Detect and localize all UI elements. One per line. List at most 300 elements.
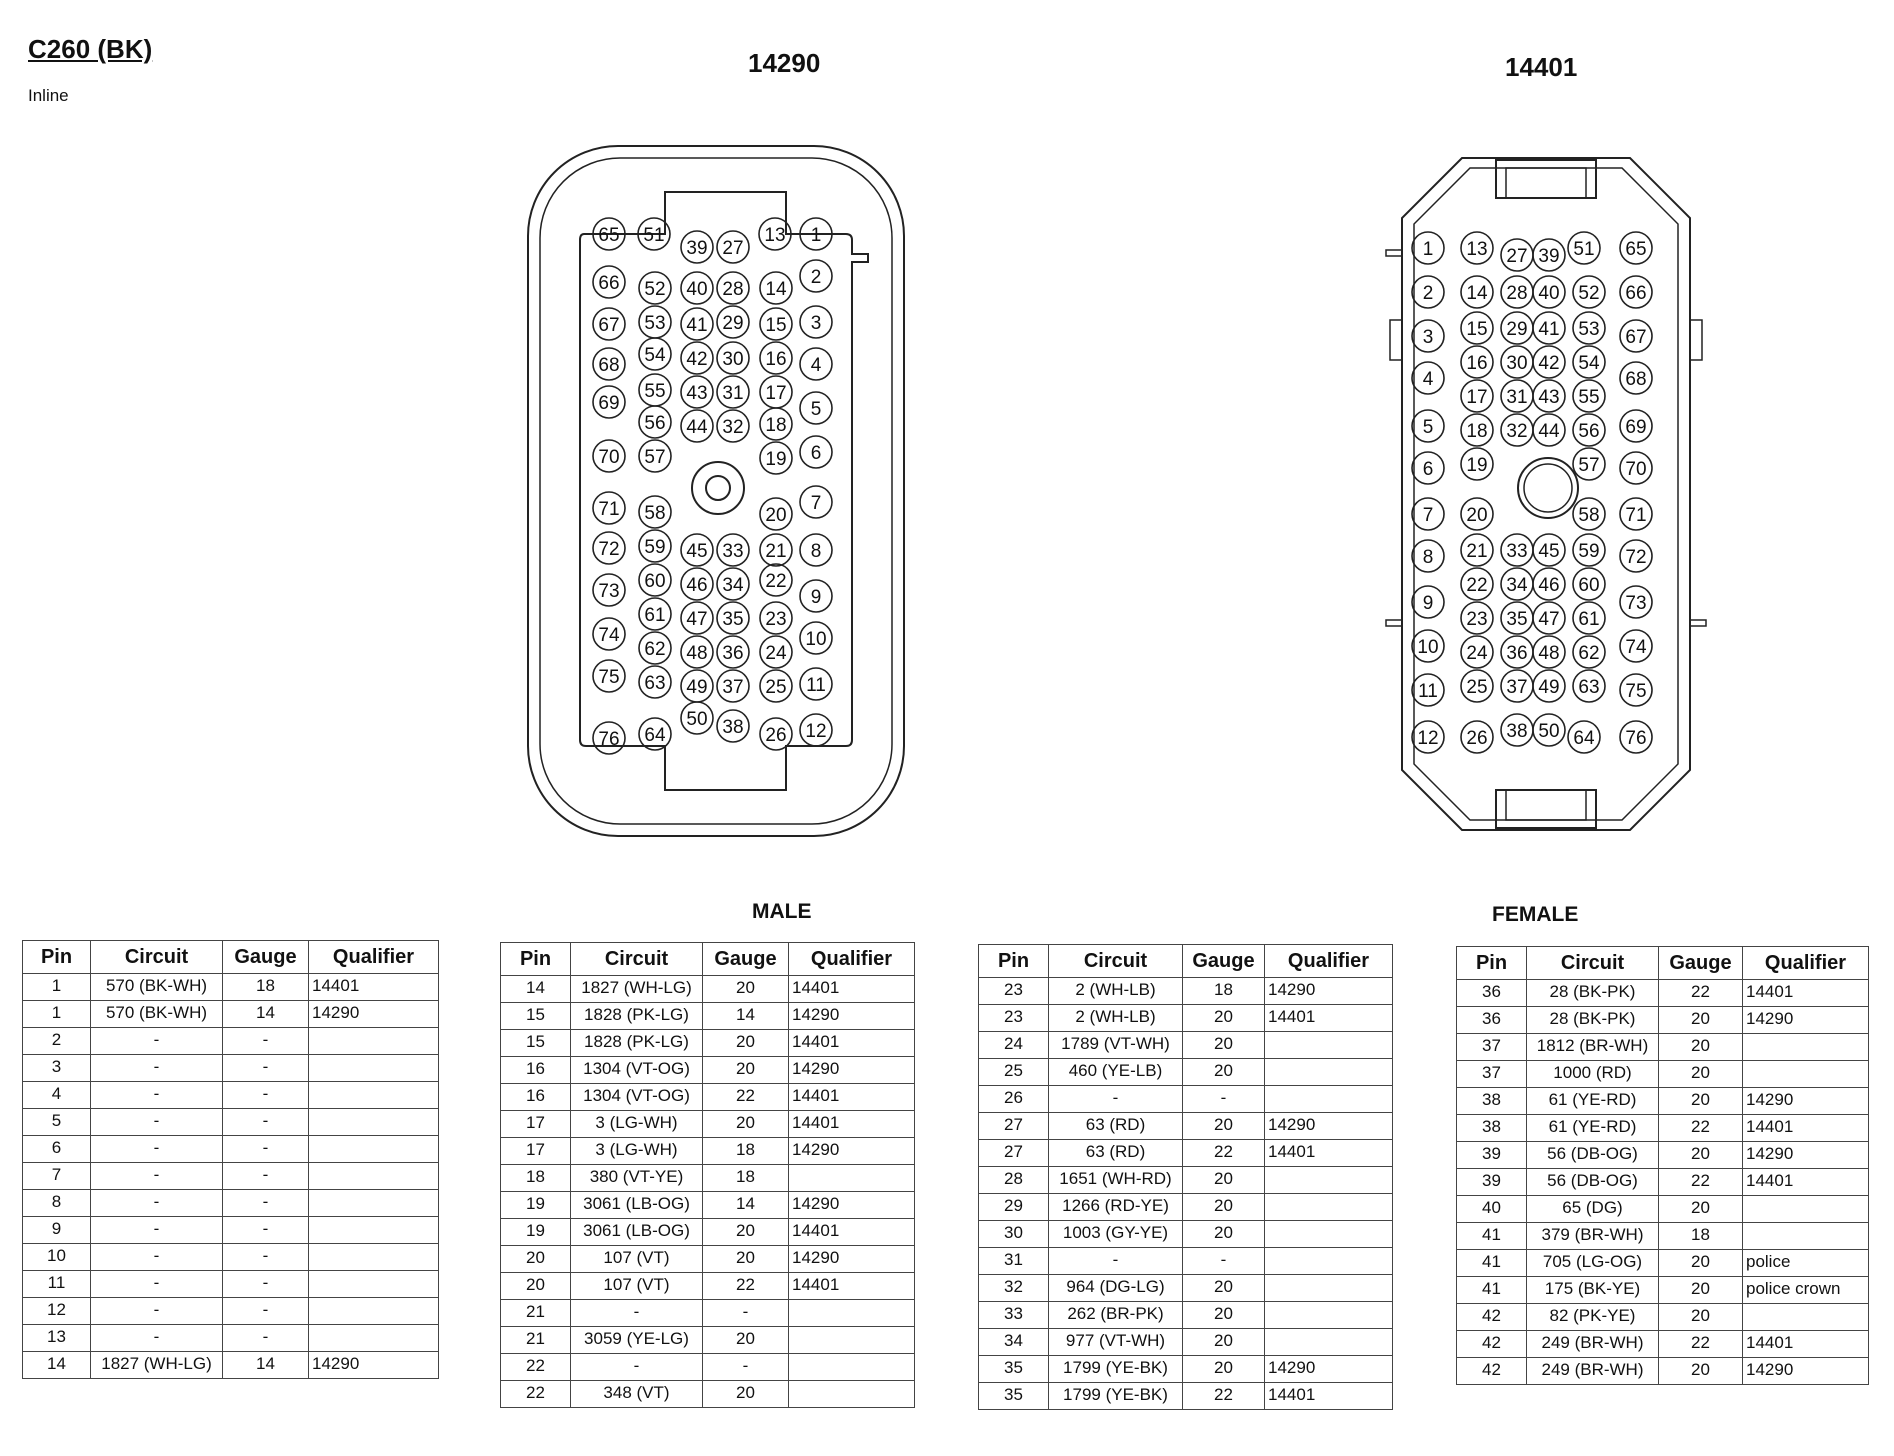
pin-number: 35 (1506, 609, 1528, 630)
qualifier-cell: 14401 (1265, 1140, 1393, 1167)
table-row (23, 1001, 439, 1028)
pin-cell: 8 (23, 1190, 91, 1217)
pin-cell: 34 (979, 1329, 1049, 1356)
pin-number: 75 (1625, 681, 1647, 702)
qualifier-cell (789, 1300, 915, 1327)
gauge-cell: 20 (703, 1381, 789, 1408)
pin-number: 21 (765, 541, 787, 562)
qualifier-cell (309, 1271, 439, 1298)
pin-number: 40 (686, 279, 708, 300)
pin-number: 67 (598, 315, 620, 336)
qualifier-cell (1265, 1221, 1393, 1248)
gauge-cell: 20 (1659, 1277, 1743, 1304)
qualifier-cell: 14290 (309, 1001, 439, 1028)
gauge-cell: 14 (223, 1001, 309, 1028)
pin-cell: 6 (23, 1136, 91, 1163)
gauge-cell: - (223, 1190, 309, 1217)
circuit-cell: 175 (BK-YE) (1527, 1277, 1659, 1304)
circuit-cell: 1828 (PK-LG) (571, 1003, 703, 1030)
table-row (1457, 1061, 1869, 1088)
pin-number: 21 (1466, 541, 1488, 562)
pin-cell: 33 (979, 1302, 1049, 1329)
table-row (979, 1221, 1393, 1248)
pin-number: 1 (810, 225, 822, 246)
pin-number: 15 (1466, 319, 1488, 340)
qualifier-cell (309, 1163, 439, 1190)
pin-cell: 35 (979, 1356, 1049, 1383)
pin-number: 16 (1466, 353, 1488, 374)
table-row (501, 1057, 915, 1084)
pin-number: 68 (1625, 369, 1647, 390)
pin-cell: 28 (979, 1167, 1049, 1194)
pin-number: 15 (765, 315, 787, 336)
gauge-cell: 20 (703, 1246, 789, 1273)
gauge-cell: - (223, 1109, 309, 1136)
qualifier-cell: 14290 (1743, 1142, 1869, 1169)
pin-cell: 41 (1457, 1250, 1527, 1277)
qualifier-cell: 14290 (789, 1003, 915, 1030)
table-row (501, 1300, 915, 1327)
qualifier-cell: police crown (1743, 1277, 1869, 1304)
table-row (1457, 1277, 1869, 1304)
circuit-cell: - (91, 1136, 223, 1163)
pin-cell: 19 (501, 1219, 571, 1246)
pin-number: 41 (1538, 319, 1560, 340)
circuit-cell: 1789 (VT-WH) (1049, 1032, 1183, 1059)
pin-number: 20 (765, 505, 787, 526)
circuit-cell: - (91, 1271, 223, 1298)
qualifier-cell: 14290 (789, 1192, 915, 1219)
circuit-cell: 379 (BR-WH) (1527, 1223, 1659, 1250)
qualifier-cell: 14290 (1743, 1007, 1869, 1034)
table-row (1457, 1169, 1869, 1196)
pin-cell: 5 (23, 1109, 91, 1136)
circuit-cell: - (91, 1244, 223, 1271)
pin-cell: 23 (979, 1005, 1049, 1032)
qualifier-cell: 14290 (1265, 978, 1393, 1005)
pin-number: 14 (1466, 283, 1488, 304)
qualifier-cell: 14401 (789, 1219, 915, 1246)
pin-cell: 25 (979, 1059, 1049, 1086)
pin-number: 55 (644, 381, 666, 402)
qualifier-cell (1265, 1059, 1393, 1086)
pin-cell: 12 (23, 1298, 91, 1325)
pin-number: 71 (1625, 505, 1647, 526)
header-qualifier: Qualifier (1743, 947, 1869, 980)
pin-number: 56 (644, 413, 666, 434)
qualifier-cell (1743, 1061, 1869, 1088)
pin-number: 29 (1506, 319, 1528, 340)
table-row (979, 1032, 1393, 1059)
gauge-cell: 14 (223, 1352, 309, 1379)
pin-number: 27 (1506, 246, 1528, 267)
pin-number: 47 (686, 609, 708, 630)
gauge-cell: 20 (1183, 1329, 1265, 1356)
circuit-cell: 28 (BK-PK) (1527, 1007, 1659, 1034)
qualifier-cell (1265, 1329, 1393, 1356)
qualifier-cell: 14401 (1743, 1169, 1869, 1196)
pin-number: 33 (722, 541, 744, 562)
gauge-cell: 22 (1183, 1140, 1265, 1167)
table-row (23, 1244, 439, 1271)
pin-number: 18 (1466, 421, 1488, 442)
pin-cell: 14 (23, 1352, 91, 1379)
table-row (979, 1005, 1393, 1032)
pin-cell: 13 (23, 1325, 91, 1352)
qualifier-cell: 14290 (309, 1352, 439, 1379)
gauge-cell: 22 (703, 1084, 789, 1111)
pin-number: 6 (810, 443, 822, 464)
circuit-cell: 348 (VT) (571, 1381, 703, 1408)
circuit-cell: 1266 (RD-YE) (1049, 1194, 1183, 1221)
gauge-cell: 22 (1659, 1115, 1743, 1142)
pin-cell: 15 (501, 1003, 571, 1030)
table-row (23, 1352, 439, 1379)
pin-number: 59 (1578, 541, 1600, 562)
gauge-cell: - (1183, 1086, 1265, 1113)
table-row (1457, 1115, 1869, 1142)
qualifier-cell (1265, 1194, 1393, 1221)
qualifier-cell: 14401 (1743, 980, 1869, 1007)
header-pin: Pin (1457, 947, 1527, 980)
pin-cell: 32 (979, 1275, 1049, 1302)
pin-cell: 27 (979, 1113, 1049, 1140)
pin-number: 72 (598, 539, 620, 560)
pin-number: 46 (686, 575, 708, 596)
circuit-cell: 249 (BR-WH) (1527, 1331, 1659, 1358)
pin-number: 51 (643, 225, 665, 246)
pin-number: 36 (722, 643, 744, 664)
pin-cell: 35 (979, 1383, 1049, 1410)
circuit-cell: 61 (YE-RD) (1527, 1088, 1659, 1115)
gauge-cell: 18 (703, 1138, 789, 1165)
qualifier-cell (309, 1244, 439, 1271)
qualifier-cell: 14401 (1265, 1005, 1393, 1032)
qualifier-cell (1265, 1275, 1393, 1302)
pin-number: 41 (686, 315, 708, 336)
qualifier-cell: police (1743, 1250, 1869, 1277)
pin-number: 51 (1573, 239, 1595, 260)
pin-number: 61 (1578, 609, 1600, 630)
pin-number: 45 (1538, 541, 1560, 562)
pin-number: 69 (598, 393, 620, 414)
table-row (23, 1136, 439, 1163)
pin-cell: 40 (1457, 1196, 1527, 1223)
pin-cell: 10 (23, 1244, 91, 1271)
pin-number: 32 (722, 417, 744, 438)
pin-number: 42 (686, 349, 708, 370)
pin-cell: 18 (501, 1165, 571, 1192)
table-row (501, 1327, 915, 1354)
qualifier-cell: 14290 (1265, 1113, 1393, 1140)
pin-number: 46 (1538, 575, 1560, 596)
table-row (979, 1383, 1393, 1410)
pin-number: 14 (765, 279, 787, 300)
pin-number: 47 (1538, 609, 1560, 630)
pin-number: 73 (1625, 593, 1647, 614)
table-row (501, 1192, 915, 1219)
pin-number: 38 (1506, 721, 1528, 742)
female-label: FEMALE (1492, 903, 1579, 926)
gauge-cell: - (223, 1271, 309, 1298)
pin-number: 30 (722, 349, 744, 370)
circuit-cell: 63 (RD) (1049, 1113, 1183, 1140)
gauge-cell: 20 (1659, 1088, 1743, 1115)
pin-number: 37 (722, 677, 744, 698)
pin-table-2 (500, 942, 915, 1408)
pin-cell: 42 (1457, 1358, 1527, 1385)
gauge-cell: 14 (703, 1192, 789, 1219)
pin-number: 25 (765, 677, 787, 698)
gauge-cell: 20 (1659, 1196, 1743, 1223)
pin-number: 8 (1422, 547, 1434, 568)
connector-id: C260 (BK) (28, 34, 153, 64)
gauge-cell: 20 (1183, 1059, 1265, 1086)
gauge-cell: 20 (1659, 1250, 1743, 1277)
pin-cell: 1 (23, 1001, 91, 1028)
gauge-cell: - (223, 1055, 309, 1082)
pin-number: 65 (1625, 239, 1647, 260)
table-row (979, 978, 1393, 1005)
gauge-cell: 18 (1659, 1223, 1743, 1250)
circuit-cell: 56 (DB-OG) (1527, 1169, 1659, 1196)
circuit-cell: 262 (BR-PK) (1049, 1302, 1183, 1329)
circuit-cell: 3061 (LB-OG) (571, 1192, 703, 1219)
table-row (1457, 1223, 1869, 1250)
pin-number: 28 (1506, 283, 1528, 304)
gauge-cell: 22 (1659, 980, 1743, 1007)
pin-number: 62 (1578, 643, 1600, 664)
header-gauge: Gauge (703, 943, 789, 976)
qualifier-cell: 14401 (1743, 1115, 1869, 1142)
pin-cell: 22 (501, 1354, 571, 1381)
pin-number: 24 (1466, 643, 1488, 664)
pin-number: 75 (598, 667, 620, 688)
pin-number: 59 (644, 537, 666, 558)
qualifier-cell (1743, 1196, 1869, 1223)
gauge-cell: 20 (703, 976, 789, 1003)
circuit-cell: 3061 (LB-OG) (571, 1219, 703, 1246)
table-row (1457, 1358, 1869, 1385)
pin-number: 39 (1538, 246, 1560, 267)
pin-number: 9 (1422, 593, 1434, 614)
table-row (979, 1167, 1393, 1194)
pin-number: 19 (1466, 455, 1488, 476)
pin-number: 61 (644, 605, 666, 626)
pin-number: 22 (1466, 575, 1488, 596)
table-row (979, 1248, 1393, 1275)
pin-cell: 2 (23, 1028, 91, 1055)
pin-cell: 36 (1457, 980, 1527, 1007)
header-circuit: Circuit (91, 941, 223, 974)
pin-number: 19 (765, 449, 787, 470)
pin-cell: 1 (23, 974, 91, 1001)
pin-number: 42 (1538, 353, 1560, 374)
header-pin: Pin (501, 943, 571, 976)
circuit-cell: - (1049, 1086, 1183, 1113)
qualifier-cell (1265, 1167, 1393, 1194)
pin-number: 54 (1578, 353, 1600, 374)
qualifier-cell: 14401 (1265, 1383, 1393, 1410)
gauge-cell: 20 (1183, 1302, 1265, 1329)
pin-number: 31 (1506, 387, 1528, 408)
table-row (1457, 1088, 1869, 1115)
pin-cell: 41 (1457, 1277, 1527, 1304)
pin-number: 33 (1506, 541, 1528, 562)
pin-number: 2 (1422, 283, 1434, 304)
gauge-cell: 20 (703, 1327, 789, 1354)
gauge-cell: 20 (703, 1111, 789, 1138)
circuit-cell: 380 (VT-YE) (571, 1165, 703, 1192)
pin-number: 29 (722, 313, 744, 334)
pin-number: 16 (765, 349, 787, 370)
table-row (979, 1194, 1393, 1221)
circuit-cell: 1651 (WH-RD) (1049, 1167, 1183, 1194)
table-row (501, 1165, 915, 1192)
circuit-cell: - (1049, 1248, 1183, 1275)
pin-number: 62 (644, 639, 666, 660)
pin-cell: 37 (1457, 1061, 1527, 1088)
pin-number: 10 (1417, 637, 1439, 658)
qualifier-cell: 14290 (1743, 1358, 1869, 1385)
pin-number: 44 (1538, 421, 1560, 442)
pin-number: 58 (644, 503, 666, 524)
pin-number: 66 (1625, 283, 1647, 304)
pin-number: 17 (1466, 387, 1488, 408)
table-row (23, 1163, 439, 1190)
qualifier-cell (309, 1190, 439, 1217)
pin-number: 36 (1506, 643, 1528, 664)
pin-number: 63 (644, 673, 666, 694)
gauge-cell: 20 (1183, 1356, 1265, 1383)
pin-number: 69 (1625, 417, 1647, 438)
circuit-cell: 107 (VT) (571, 1273, 703, 1300)
pin-table-1 (22, 940, 439, 1379)
circuit-cell: 570 (BK-WH) (91, 1001, 223, 1028)
circuit-cell: - (91, 1217, 223, 1244)
pin-number: 76 (598, 729, 620, 750)
pin-cell: 41 (1457, 1223, 1527, 1250)
pin-number: 7 (1422, 505, 1434, 526)
gauge-cell: 20 (1659, 1007, 1743, 1034)
table-row (501, 1273, 915, 1300)
pin-number: 26 (1466, 728, 1488, 749)
circuit-cell: 1000 (RD) (1527, 1061, 1659, 1088)
circuit-cell: 56 (DB-OG) (1527, 1142, 1659, 1169)
pin-number: 3 (810, 313, 822, 334)
circuit-cell: 705 (LG-OG) (1527, 1250, 1659, 1277)
male-connector-body (528, 146, 904, 836)
pin-number: 44 (686, 417, 708, 438)
pin-number: 74 (598, 625, 620, 646)
pin-number: 34 (1506, 575, 1528, 596)
pin-number: 27 (722, 238, 744, 259)
circuit-cell: 1003 (GY-YE) (1049, 1221, 1183, 1248)
header-circuit: Circuit (1527, 947, 1659, 980)
table-row (23, 1217, 439, 1244)
gauge-cell: 20 (1183, 1194, 1265, 1221)
table-row (1457, 1331, 1869, 1358)
pin-cell: 20 (501, 1246, 571, 1273)
qualifier-cell: 14290 (789, 1138, 915, 1165)
pin-number: 7 (810, 493, 822, 514)
qualifier-cell: 14290 (1265, 1356, 1393, 1383)
pin-number: 43 (1538, 387, 1560, 408)
circuit-cell: 1827 (WH-LG) (91, 1352, 223, 1379)
table-row (979, 1059, 1393, 1086)
gauge-cell: 20 (1183, 1221, 1265, 1248)
circuit-cell: 570 (BK-WH) (91, 974, 223, 1001)
table-row (23, 1082, 439, 1109)
gauge-cell: 20 (1183, 1275, 1265, 1302)
pin-cell: 38 (1457, 1115, 1527, 1142)
pin-number: 32 (1506, 421, 1528, 442)
table-row (23, 1271, 439, 1298)
gauge-cell: - (1183, 1248, 1265, 1275)
table-row (501, 976, 915, 1003)
pin-cell: 9 (23, 1217, 91, 1244)
table-row (979, 1356, 1393, 1383)
table-row (23, 1055, 439, 1082)
pin-number: 30 (1506, 353, 1528, 374)
gauge-cell: 20 (1659, 1061, 1743, 1088)
table-row (1457, 1196, 1869, 1223)
gauge-cell: 18 (1183, 978, 1265, 1005)
qualifier-cell: 14401 (1743, 1331, 1869, 1358)
qualifier-cell: 14401 (309, 974, 439, 1001)
header-circuit: Circuit (1049, 945, 1183, 978)
circuit-cell: 1799 (YE-BK) (1049, 1383, 1183, 1410)
pin-number: 9 (810, 587, 822, 608)
pin-number: 52 (1578, 283, 1600, 304)
qualifier-cell (789, 1165, 915, 1192)
circuit-cell: - (91, 1082, 223, 1109)
pin-number: 37 (1506, 677, 1528, 698)
pin-number: 58 (1578, 505, 1600, 526)
circuit-cell: 1827 (WH-LG) (571, 976, 703, 1003)
pin-number: 70 (598, 447, 620, 468)
circuit-cell: 1828 (PK-LG) (571, 1030, 703, 1057)
table-row (501, 1219, 915, 1246)
pin-cell: 37 (1457, 1034, 1527, 1061)
qualifier-cell: 14401 (789, 1030, 915, 1057)
header-qualifier: Qualifier (789, 943, 915, 976)
circuit-cell: 3 (LG-WH) (571, 1138, 703, 1165)
circuit-cell: 61 (YE-RD) (1527, 1115, 1659, 1142)
pin-number: 20 (1466, 505, 1488, 526)
qualifier-cell (1265, 1032, 1393, 1059)
connector-type: Inline (28, 86, 69, 105)
pin-number: 23 (765, 609, 787, 630)
pin-number: 63 (1578, 677, 1600, 698)
table-row (23, 1109, 439, 1136)
pin-number: 34 (722, 575, 744, 596)
table-row (979, 1113, 1393, 1140)
pin-number: 35 (722, 609, 744, 630)
qualifier-cell (309, 1217, 439, 1244)
header-pin: Pin (979, 945, 1049, 978)
circuit-cell: 460 (YE-LB) (1049, 1059, 1183, 1086)
pin-cell: 16 (501, 1084, 571, 1111)
gauge-cell: 22 (1659, 1331, 1743, 1358)
gauge-cell: - (223, 1028, 309, 1055)
circuit-cell: - (571, 1300, 703, 1327)
pin-number: 13 (1466, 239, 1488, 260)
pin-number: 65 (598, 225, 620, 246)
table-row (501, 1354, 915, 1381)
qualifier-cell (1743, 1304, 1869, 1331)
gauge-cell: 14 (703, 1003, 789, 1030)
